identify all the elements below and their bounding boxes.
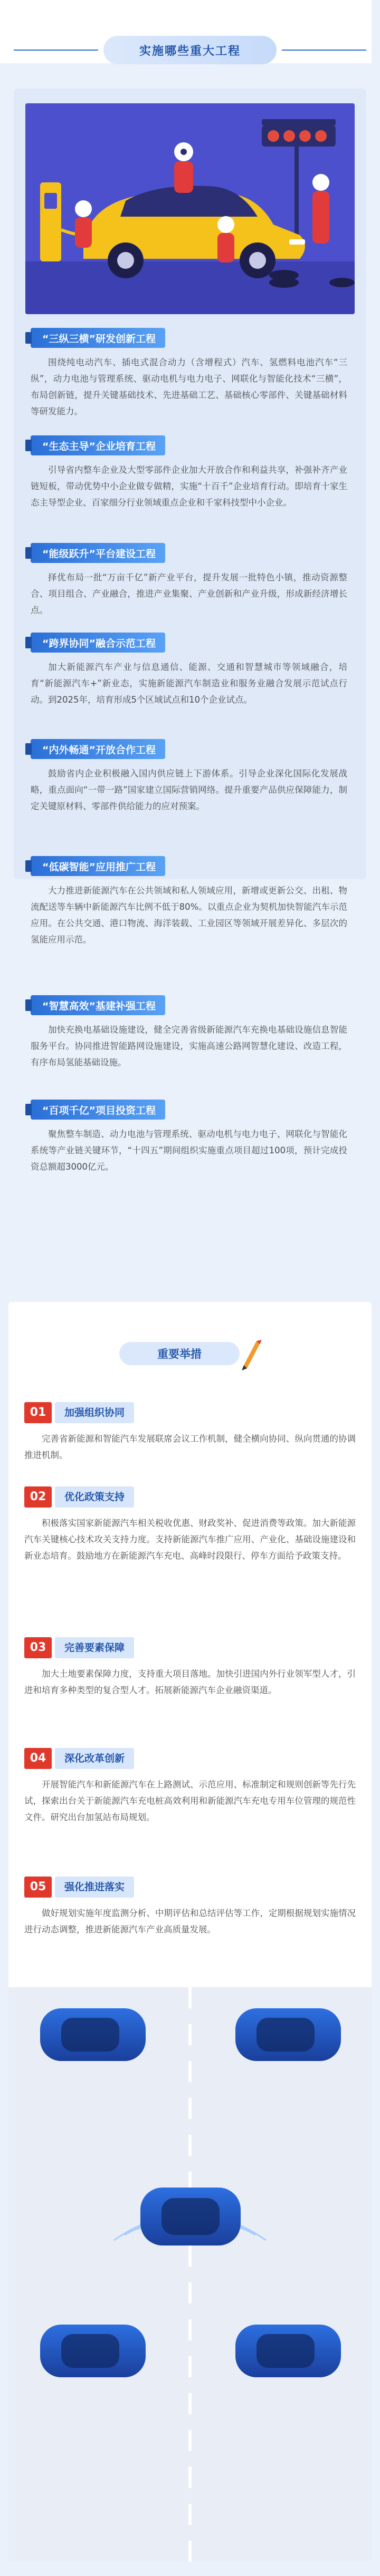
project-heading-rest: 平台建设工程: [95, 548, 156, 560]
project-heading-6: [31, 856, 165, 876]
measure-text: 完善省新能源和智能汽车发展联席会议工作机制，健全横向协同、纵向贯通的协调推进机制。: [24, 1434, 356, 1460]
project-heading-rest: 企业培育工程: [95, 440, 156, 452]
measure-number: 05: [24, 1877, 52, 1898]
measure-title: 加强组织协同: [55, 1402, 134, 1423]
measure-item-3: [24, 1637, 356, 1698]
project-item-5: [31, 739, 347, 814]
project-heading-4: [31, 633, 165, 653]
project-heading-highlight: “生态主导”: [42, 440, 96, 452]
project-heading-2: [31, 435, 165, 455]
project-heading-rest: 开放合作工程: [95, 744, 156, 756]
project-text-3: 择优布局一批“万亩千亿”新产业平台，提升发展一批特色小镇，推动资源整合、项目组合、产业融合，推进产业集聚、产业创新和产业升级，形成新经济增长点。: [31, 572, 347, 615]
measure-title: 深化改革创新: [55, 1748, 134, 1769]
measure-number: 03: [24, 1637, 52, 1658]
project-heading-rest: 项目投资工程: [95, 1104, 156, 1116]
measure-item-5: [24, 1877, 356, 1938]
section-key-measures: [8, 1302, 372, 2562]
measure-number: 04: [24, 1748, 52, 1769]
section2-header: [119, 1339, 261, 1370]
project-text-1: 围绕纯电动汽车、插电式混合动力（含增程式）汽车、氢燃料电池汽车“三纵”，动力电池与管理系统、驱动电机与电力电子、网联化与智能化技术“三横”，布局创新链，提升关键基础技术、先进基础工艺、基础核心零部件、关键基础材料等研发能力。: [31, 357, 347, 416]
project-heading-highlight: “智慧高效”: [42, 1000, 96, 1012]
autonomous-cars-illustration: [8, 1987, 372, 2562]
measure-title: 强化推进落实: [55, 1877, 134, 1898]
project-item-8: [31, 1100, 347, 1175]
measure-text: 做好规划实施年度监测分析、中期评估和总结评估等工作，定期根据规划实施情况进行动态调整，推进新能源汽车产业高质量发展。: [24, 1908, 356, 1935]
project-heading-rest: 研发创新工程: [95, 333, 156, 345]
project-heading-highlight: “低碳智能”: [42, 861, 96, 873]
project-heading-highlight: “内外畅通”: [42, 744, 96, 756]
project-text-5: 鼓励省内企业积极融入国内供应链上下游体系。引导企业深化国际化发展战略，重点面向“一带一路”国家建立国际营销网络。提升重要产品供应保障能力，制定关键原材料、零部件供给能力的应对预案。: [31, 769, 347, 811]
project-heading-highlight: “三纵三横”: [42, 333, 96, 345]
project-heading-8: [31, 1100, 165, 1120]
section2-title: 重要举措: [119, 1342, 240, 1365]
project-heading-5: [31, 739, 165, 759]
measure-item-1: [24, 1402, 356, 1463]
project-text-2: 引导省内整车企业及大型零部件企业加大开放合作和利益共享，补强补齐产业链短板，带动优势中小企业做专做精，实施“十百千”企业培育行动。即培育十家生态主导型企业、百家细分行业领域重点企业和千家科技型中小企业。: [31, 465, 347, 508]
section1-title-bar: [8, 36, 372, 64]
project-heading-3: [31, 543, 165, 563]
project-item-2: [31, 435, 347, 511]
project-text-8: 聚焦整车制造、动力电池与管理系统、驱动电机与电力电子、网联化与智能化系统等产业链关键环节，“十四五”期间组织实施重点项目超过100项，预计完成投资总额超3000亿元。: [31, 1129, 347, 1172]
measure-item-2: [24, 1486, 356, 1564]
measure-number: 01: [24, 1402, 52, 1423]
project-item-6: [31, 856, 347, 948]
measure-title: 优化政策支持: [55, 1486, 134, 1508]
title-line-left: [14, 50, 98, 51]
project-item-1: [31, 328, 347, 420]
project-text-7: 加快充换电基础设施建设，健全完善省级新能源汽车充换电基础设施信息智能服务平台。协同推进智能路网设施建设，实施高速公路网智慧化建设、改造工程，有序布局氢能基础设施。: [31, 1025, 347, 1067]
project-item-3: [31, 543, 347, 618]
measure-title: 完善要素保障: [55, 1637, 134, 1658]
measure-text: 积极落实国家新能源汽车相关税收优惠、财政奖补、促进消费等政策。加大新能源汽车关键核心技术攻关支持力度。支持新能源汽车推广应用、产业化、基础设施建设和新业态培育。鼓励地方在新能源汽车充电、高峰时段限行、停车方面给予政策支持。: [24, 1518, 356, 1561]
project-heading-1: [31, 328, 165, 348]
measure-text: 加大土地要素保障力度，支持重大项目落地。加快引进国内外行业领军型人才，引进和培育多种类型的复合型人才。拓展新能源汽车企业融资渠道。: [24, 1669, 356, 1695]
pencil-icon: [239, 1339, 262, 1370]
project-item-7: [31, 995, 347, 1071]
measure-item-4: [24, 1748, 356, 1825]
project-heading-7: [31, 995, 165, 1015]
project-item-4: [31, 633, 347, 708]
project-heading-highlight: “百项千亿”: [42, 1104, 96, 1116]
project-text-6: 大力推进新能源汽车在公共领域和私人领域应用，新增或更新公交、出租、物流配送等车辆中新能源汽车比例不低于80%。以重点企业为契机加快智能汽车示范应用。在公共交通、港口物流、海洋装载、工业园区等领域开展差异化、多层次的氢能应用示范。: [31, 886, 347, 945]
ev-charging-racing-illustration: [25, 103, 355, 314]
title-line-right: [282, 50, 366, 51]
measure-number: 02: [24, 1486, 52, 1508]
project-heading-highlight: “能级跃升”: [42, 548, 96, 560]
measure-text: 开展智能汽车和新能源汽车在上路测试、示范应用、标准制定和规则创新等先行先试，探索出台关于新能源汽车充电桩高效利用和新能源汽车充电专用车位管理的规范性文件。研究出台加氢站布局规划。: [24, 1780, 356, 1822]
project-heading-highlight: “跨界协同”: [42, 637, 96, 649]
project-heading-rest: 基建补强工程: [95, 1000, 156, 1012]
project-heading-rest: 融合示范工程: [95, 637, 156, 649]
project-heading-rest: 应用推广工程: [95, 861, 156, 873]
section1-title: 实施哪些重大工程: [103, 36, 277, 64]
project-text-4: 加大新能源汽车产业与信息通信、能源、交通和智慧城市等领域融合，培育“新能源汽车+”新业态，实施新能源汽车制造业和服务业融合发展示范试点行动。到2025年，培育形成5个区域试点和10个企业试点。: [31, 662, 347, 705]
